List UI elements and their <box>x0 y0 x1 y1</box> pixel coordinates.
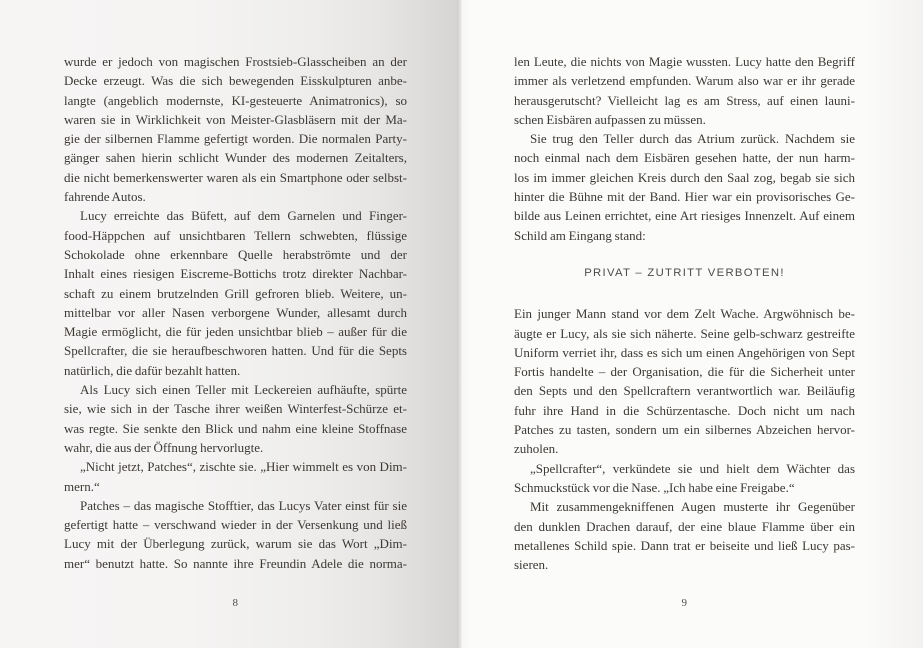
left-page-text-column <box>64 52 407 573</box>
text-line: natürlich, die dafür bezahlt hatten. <box>64 362 241 378</box>
text-line: äugte er Lucy, als sie sich näherte. Seine gelb-schwarz gestreifte <box>514 325 855 341</box>
text-line: mern.“ <box>64 478 100 494</box>
paragraph <box>514 459 855 498</box>
text-line: „Spellcrafter“, verkündete sie und hielt dem Wächter das <box>530 460 855 476</box>
paragraph <box>64 206 407 380</box>
text-line: den Septs und den Spellcraftern verantwortlich war. Beiläufig <box>514 383 855 399</box>
paragraph <box>514 497 855 574</box>
text-line: immer als verletzend empfunden. Warum also war er ihr gerade <box>514 73 855 89</box>
paragraph <box>64 380 407 457</box>
right-page <box>462 0 923 648</box>
text-line: zuholen. <box>514 441 559 457</box>
right-page-text-column <box>514 52 855 574</box>
text-line: hinter die Bühne mit der Band. Hier war ein provisorisches Ge- <box>514 189 855 205</box>
text-line: metallenes Schild spie. Dann trat er beiseite und ließ Lucy pas- <box>514 537 855 553</box>
text-line: die nicht bemerkenswerter waren als ein Smartphone oder selbst- <box>64 169 407 185</box>
sign-text: PRIVAT – ZUTRITT VERBOTEN! <box>584 266 785 279</box>
text-line: Decke erzeugt. Was die sich bewegenden Eisskulpturen anbe- <box>64 73 407 89</box>
text-line: Schokolade ohne erkennbare Quelle herabströmte und der <box>64 246 407 262</box>
text-line: mittelbar vor aller Nasen verborgene Wunder, allesamt durch <box>64 304 407 320</box>
text-line: Patches – das magische Stofftier, das Lucys Vater einst für sie <box>80 497 407 513</box>
paragraph <box>514 304 855 458</box>
text-line: sieren. <box>514 557 549 573</box>
text-line: wurde er jedoch von magischen Frostsieb-Glasscheiben an der <box>64 54 407 69</box>
text-line: fahrende Autos. <box>64 189 146 205</box>
text-line: waren sie in Wirklichkeit von Meister-Glasbläsern mit der Ma- <box>64 111 407 127</box>
text-line: food-Häppchen auf unsichtbaren Tellern schwebten, flüssige <box>64 227 407 243</box>
text-line: fuhr ihre Hand in die Schürzentasche. Doch nicht um nach <box>514 402 855 418</box>
text-line: Fortis handelte – der Organisation, die für die Sicherheit unter <box>514 364 855 380</box>
text-line: langte (angeblich modernste, KI-gesteuerte Animatronics), so <box>64 92 407 108</box>
text-line: Lucy mit der Überlegung zurück, warum sie das Wort „Dim- <box>64 536 407 552</box>
left-page <box>0 0 457 648</box>
text-line: gänger sahen hierin schlicht Wunder des modernen Zeitalters, <box>64 150 407 166</box>
text-line: bilde aus Leinen errichtet, eine Art riesiges Innenzelt. Auf einem <box>514 208 855 224</box>
text-line: schaft zu einem brutzelnden Grill gefroren blieb. Weitere, un- <box>64 285 407 301</box>
text-line: Spellcrafter, die sie heraufbeschworen hatten. Und für die Septs <box>64 343 407 359</box>
text-line: den dunklen Drachen darauf, der eine blaue Flamme über ein <box>514 518 855 534</box>
text-line: Schild am Eingang stand: <box>514 227 646 243</box>
text-line: Sie trug den Teller durch das Atrium zurück. Nachdem sie <box>530 131 855 147</box>
text-line: Magie ermöglicht, die für jeden unsichtbar blieb – außer für die <box>64 324 407 340</box>
paragraph <box>514 129 855 245</box>
text-line: Uniform verriet ihr, dass es sich um einen Angehörigen von Sept <box>514 344 855 360</box>
text-line: Mit zusammengekniffenen Augen musterte ihr Gegenüber <box>530 499 855 515</box>
text-line: was regte. Sie senkte den Blick und nahm eine kleine Stoffnase <box>64 420 407 436</box>
paragraph <box>64 496 407 573</box>
text-line: wahr, die aus der Öffnung hervorlugte. <box>64 439 264 455</box>
text-line: len Leute, die nichts von Magie wussten. Lucy hatte den Begriff <box>514 54 855 69</box>
paragraph <box>64 457 407 496</box>
text-line: los im immer gleichen Kreis durch den Saal zog, begab sie sich <box>514 169 855 185</box>
text-line: Lucy erreichte das Büfett, auf dem Garnelen und Finger- <box>80 208 407 224</box>
text-line: Ein junger Mann stand vor dem Zelt Wache. Argwöhnisch be- <box>514 306 855 322</box>
text-line: Inhalt eines riesigen Eiscreme-Bottichs trotz direkter Nachbar- <box>64 266 407 282</box>
paragraph <box>64 52 407 206</box>
text-line: herausgerutscht? Vielleicht lag es am Stress, auf einen launi- <box>514 92 855 108</box>
paragraph <box>514 52 855 129</box>
page-number-left: 8 <box>232 597 239 609</box>
text-line: schen Eisbären aufpassen zu müssen. <box>514 111 706 127</box>
text-line: Als Lucy sich einen Teller mit Leckereien aufhäufte, spürte <box>80 382 407 398</box>
text-line: sie, wie sich in der Tasche ihrer weißen Winterfest-Schürze et- <box>64 401 407 417</box>
text-line: gefertigt hatte – verschwand wieder in der Versenkung und ließ <box>64 517 407 533</box>
text-line: Schmuckstück vor die Nase. „Ich habe eine Freigabe.“ <box>514 479 795 495</box>
text-line: Patches zu tasten, sondern um ein silbernes Abzeichen hervor- <box>514 422 855 438</box>
text-line: mer“ benutzt hatte. So nannte ihre Freundin Adele die norma- <box>64 555 407 571</box>
text-line: gie der silbernen Flamme gefertigt worden. Die normalen Party- <box>64 131 407 147</box>
text-line: noch einmal nach dem Eisbären gesehen hatte, der nun harm- <box>514 150 855 166</box>
page-number-right: 9 <box>681 597 688 609</box>
text-line: „Nicht jetzt, Patches“, zischte sie. „Hier wimmelt es von Dim- <box>80 459 407 475</box>
